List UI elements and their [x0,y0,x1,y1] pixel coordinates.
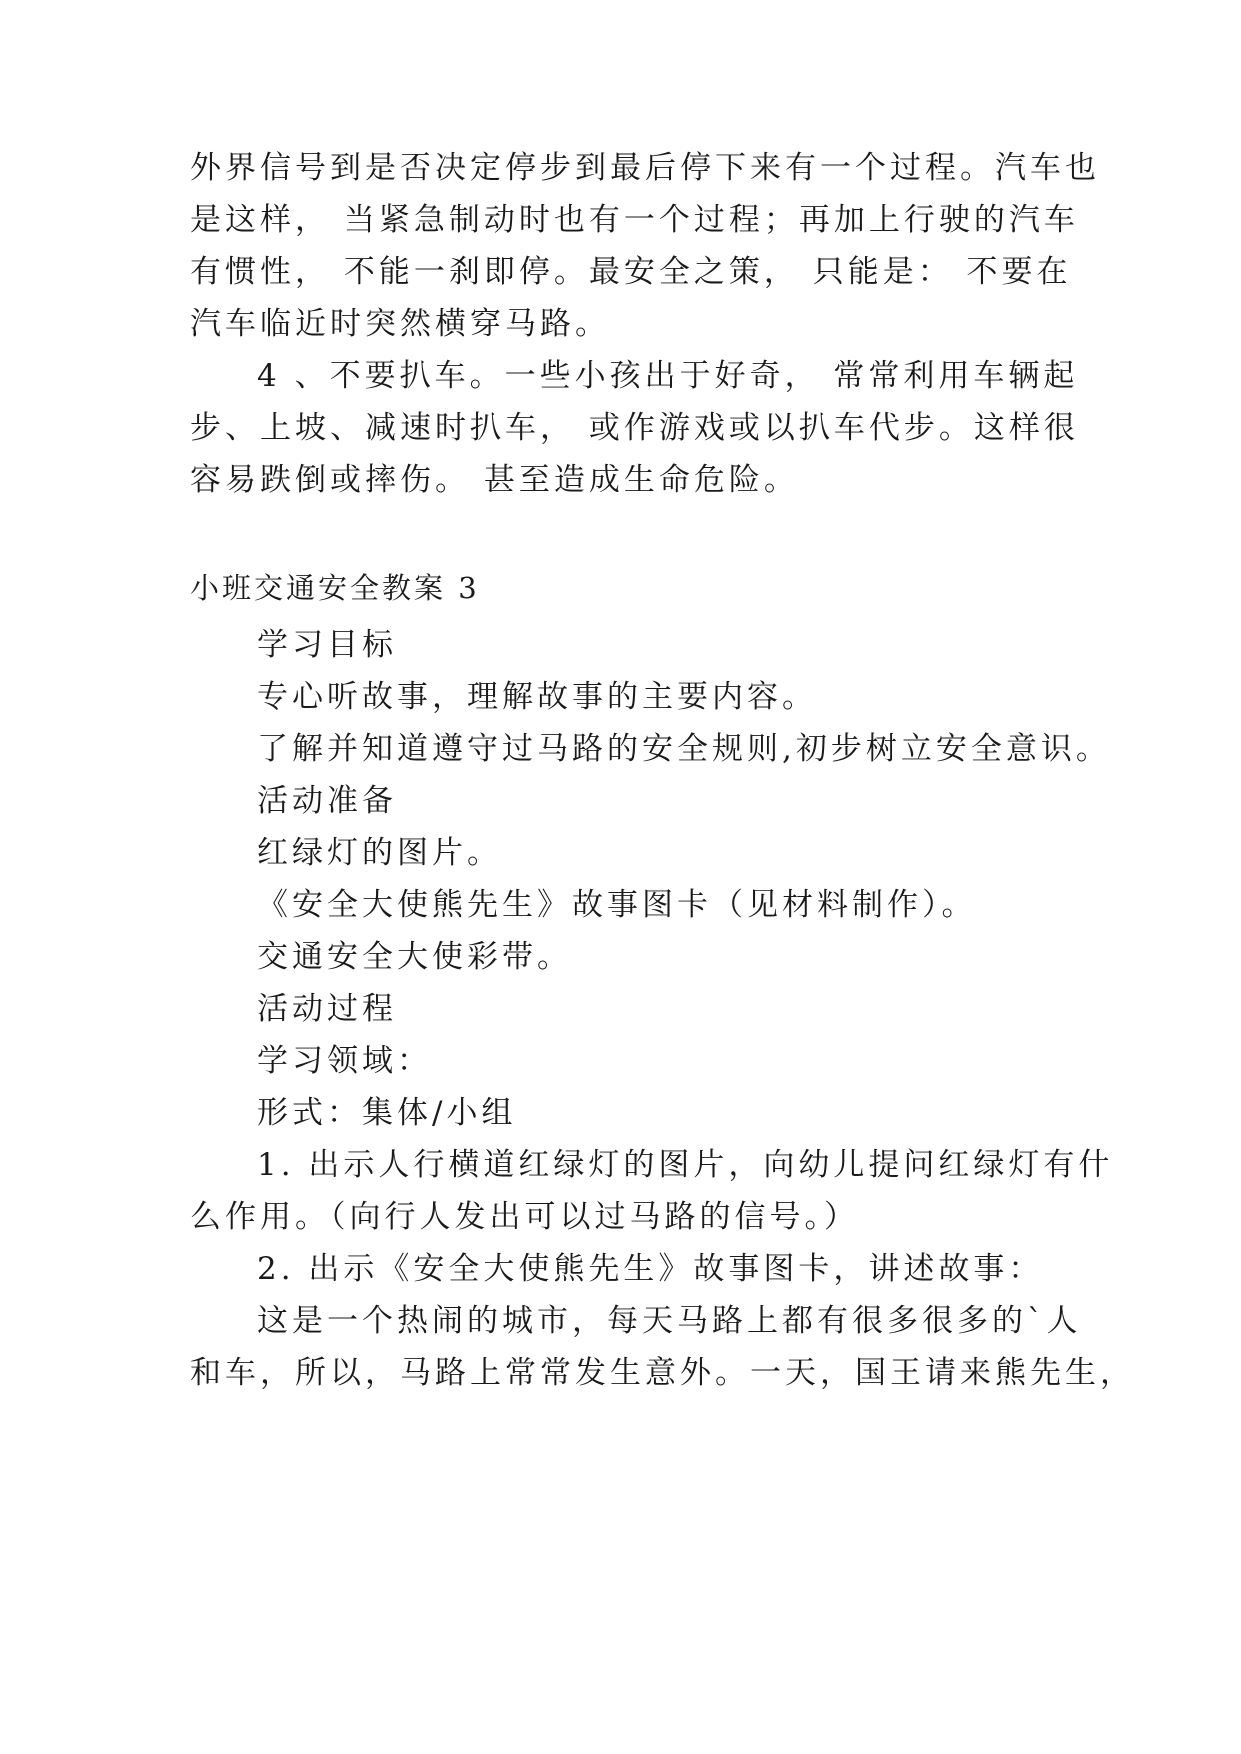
prep-heading: 活动准备 [257,783,397,819]
prep-item: 《安全大使熊先生》故事图卡（见材料制作）。 [257,887,977,923]
paragraph-line: 有惯性， 不能一刹即停。最安全之策， 只能是： 不要在 [190,254,1072,290]
paragraph-line: 步、上坡、减速时扒车， 或作游戏或以扒车代步。这样很 [190,410,1079,446]
goals-heading: 学习目标 [257,627,397,663]
process-heading: 活动过程 [257,991,397,1027]
prep-item: 红绿灯的图片。 [257,835,502,871]
domain-label: 学习领域： [257,1043,432,1079]
paragraph-line: 外界信号到是否决定停步到最后停下来有一个过程。汽车也 [190,150,1100,186]
prep-item: 交通安全大使彩带。 [257,939,572,975]
goal-item: 了解并知道遵守过马路的安全规则,初步树立安全意识。 [257,731,1111,767]
goal-item: 专心听故事，理解故事的主要内容。 [257,679,817,715]
paragraph-line: 容易跌倒或摔伤。 甚至造成生命危险。 [190,462,799,498]
story-line: 和车，所以，马路上常常发生意外。一天，国王请来熊先生， [190,1355,1135,1391]
paragraph-line: 是这样， 当紧急制动时也有一个过程；再加上行驶的汽车 [190,202,1079,238]
step-line: 2. 出示《安全大使熊先生》故事图卡，讲述故事： [257,1251,1044,1287]
paragraph-line: 4 、不要扒车。一些小孩出于好奇， 常常利用车辆起 [257,358,1079,394]
step-line: 1. 出示人行横道红绿灯的图片，向幼儿提问红绿灯有什 [257,1147,1114,1183]
section-title: 小班交通安全教案 3 [190,571,480,605]
step-line: 么作用。（向行人发出可以过马路的信号。） [190,1199,859,1235]
form-label: 形式：集体/小组 [257,1095,517,1131]
story-line: 这是一个热闹的城市，每天马路上都有很多很多的`人 [257,1303,1082,1339]
paragraph-line: 汽车临近时突然横穿马路。 [190,306,610,342]
